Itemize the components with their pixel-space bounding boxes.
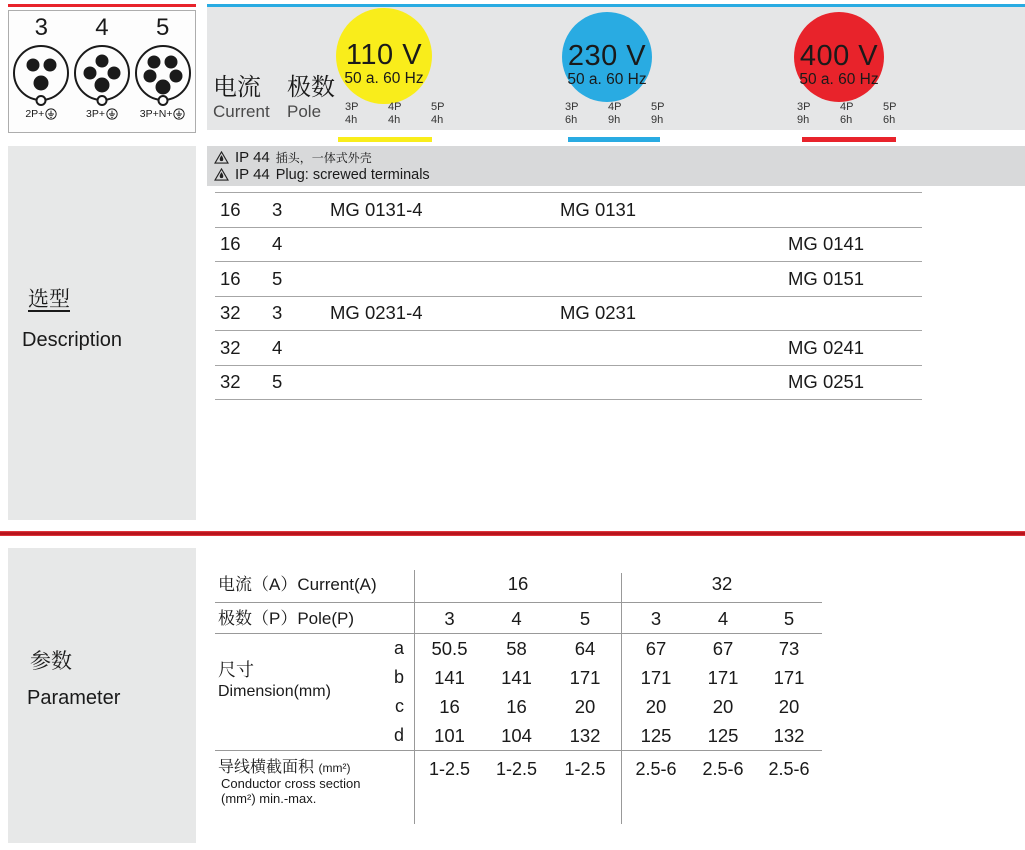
frequency-value: 50 a. 60 Hz xyxy=(799,70,879,88)
pole-hour-cell: 5P 6h xyxy=(883,101,897,126)
connector-panel xyxy=(8,10,196,133)
ip-rating-value: IP 44 xyxy=(235,166,270,183)
dim-value: 171 xyxy=(707,667,739,688)
pole-hour-cell: 3P 9h xyxy=(797,101,811,126)
current-group-32: 32 xyxy=(711,573,733,594)
pin-dot xyxy=(95,54,108,67)
cell-model-230v: MG 0131 xyxy=(560,198,637,220)
current-header xyxy=(213,74,270,122)
current-header-zh: 电流 xyxy=(213,74,261,101)
current-header-en: Current xyxy=(213,102,270,121)
cell-pole: 5 xyxy=(272,371,283,393)
earth-symbol-icon xyxy=(45,108,57,120)
red-accent-line xyxy=(8,4,196,7)
conductor-value: 2.5-6 xyxy=(635,759,677,779)
pole-header-zh: 极数 xyxy=(287,74,335,101)
connector-pin-count: 4 xyxy=(95,14,109,41)
conductor-value: 1-2.5 xyxy=(549,751,622,824)
description-section-box xyxy=(8,146,196,520)
dim-key-a: a xyxy=(373,634,415,663)
keyway-notch xyxy=(36,95,47,106)
earth-pin-dot xyxy=(155,79,170,94)
pole-value: 3 xyxy=(444,608,455,629)
dim-value: 171 xyxy=(549,663,622,692)
pole-value: 5 xyxy=(549,603,622,634)
conductor-label-en2: (mm²) min.-max. xyxy=(221,790,317,806)
conductor-value: 1-2.5 xyxy=(428,759,471,779)
section-title-en: Description xyxy=(22,329,123,351)
table-row xyxy=(215,331,922,366)
cell-current: 32 xyxy=(220,336,241,358)
pole-row-label: 极数（P）Pole(P) xyxy=(215,603,415,634)
connector-config-label xyxy=(72,108,132,120)
earth-pin-dot xyxy=(34,75,49,90)
pin-dot xyxy=(27,58,40,71)
pole-hour-cell: 5P 4h xyxy=(431,101,445,126)
dim-value: 20 xyxy=(778,696,800,717)
section-title-en: Parameter xyxy=(27,687,121,709)
dim-value: 132 xyxy=(773,725,805,746)
pole-hour-cell: 3P 4h xyxy=(345,101,359,126)
current-row-label: 电流（A）Current(A) xyxy=(215,570,415,602)
voltage-circle-400v xyxy=(794,12,884,102)
cell-model-400v: MG 0251 xyxy=(788,371,865,393)
pin-dot xyxy=(143,70,156,83)
parameter-table xyxy=(215,558,822,824)
cell-pole: 3 xyxy=(272,302,283,324)
dim-value: 125 xyxy=(640,725,672,746)
cell-model-110v: MG 0131-4 xyxy=(330,198,423,220)
conductor-value: 1-2.5 xyxy=(495,759,538,779)
voltage-circle-230v xyxy=(562,12,652,102)
config-text: 2P+ xyxy=(25,108,45,120)
cell-model-400v: MG 0151 xyxy=(788,267,865,289)
pin-dot xyxy=(44,58,57,71)
dim-value: 101 xyxy=(434,725,465,746)
cell-current: 32 xyxy=(220,371,241,393)
dim-value: 58 xyxy=(506,638,527,659)
conductor-value: 2.5-6 xyxy=(768,759,810,779)
pole-hour-cell: 5P 9h xyxy=(651,101,665,126)
cell-model-400v: MG 0241 xyxy=(788,336,865,358)
keyway-notch xyxy=(96,95,107,106)
accent-bar-230v xyxy=(568,137,660,142)
dim-value: 67 xyxy=(712,638,734,659)
dim-value: 171 xyxy=(773,667,805,688)
pole-hour-cell: 4P 9h xyxy=(608,101,622,126)
table-row xyxy=(215,366,922,401)
ip-note-row xyxy=(214,149,1025,166)
voltage-value: 400 V xyxy=(799,39,879,72)
dimension-label-en: Dimension(mm) xyxy=(218,683,331,700)
cell-current: 16 xyxy=(220,198,241,220)
parameter-section-box xyxy=(8,548,196,843)
cell-current: 16 xyxy=(220,267,241,289)
dim-value: 141 xyxy=(501,667,532,688)
pole-hour-cell: 3P 6h xyxy=(565,101,579,126)
connector-pin-count: 5 xyxy=(155,14,170,41)
connector-face-4pin-icon xyxy=(74,45,130,101)
connector-face-5pin-icon xyxy=(135,45,191,101)
conductor-value: 2.5-6 xyxy=(702,759,744,779)
connector-pin-count: 3 xyxy=(34,14,48,41)
cell-pole: 3 xyxy=(272,198,283,220)
earth-pin-dot xyxy=(94,78,109,93)
frequency-value: 50 a. 60 Hz xyxy=(567,70,647,88)
pole-header xyxy=(287,74,335,122)
earth-symbol-icon xyxy=(106,108,118,120)
connector-3pin xyxy=(11,13,71,132)
cell-model-110v: MG 0231-4 xyxy=(330,302,423,324)
config-text: 3P+N+ xyxy=(139,108,173,120)
conductor-row xyxy=(215,751,822,824)
dim-key-d: d xyxy=(373,721,415,750)
voltage-value: 110 V xyxy=(345,38,423,71)
red-separator-line xyxy=(0,531,1025,536)
pin-dot xyxy=(164,55,177,68)
dim-key-c: c xyxy=(373,692,415,721)
cell-model-400v: MG 0141 xyxy=(788,233,865,255)
dimension-label xyxy=(215,621,373,737)
ip-note-text: Plug: screwed terminals xyxy=(275,166,430,183)
cell-model-230v: MG 0231 xyxy=(560,302,637,324)
current-row xyxy=(215,558,822,603)
pole-header-en: Pole xyxy=(287,102,322,121)
dim-value: 141 xyxy=(434,667,465,688)
conductor-label xyxy=(215,751,415,824)
pole-hour-grid-110v xyxy=(345,101,461,126)
dim-value: 132 xyxy=(549,721,622,750)
dim-value: 20 xyxy=(645,696,667,717)
cell-pole: 4 xyxy=(272,336,283,358)
splash-proof-icon xyxy=(214,151,229,164)
keyway-notch xyxy=(157,95,168,106)
connector-4pin xyxy=(72,13,132,132)
pole-hour-grid-400v xyxy=(797,101,913,126)
ip-note-text: 插头，一体式外壳 xyxy=(275,151,372,165)
table-row xyxy=(215,262,922,297)
pole-value: 3 xyxy=(650,608,662,629)
dim-value: 64 xyxy=(549,634,622,663)
dim-value: 125 xyxy=(707,725,739,746)
pole-hour-cell: 4P 4h xyxy=(388,101,402,126)
dim-key-b: b xyxy=(373,663,415,692)
cell-pole: 5 xyxy=(272,267,283,289)
earth-symbol-icon xyxy=(173,108,185,120)
dim-value: 50.5 xyxy=(431,638,468,659)
table-row xyxy=(215,193,922,228)
accent-bar-400v xyxy=(802,137,896,142)
pole-hour-cell: 4P 6h xyxy=(840,101,854,126)
voltage-header-band xyxy=(207,7,1025,130)
voltage-circle-110v xyxy=(336,8,432,104)
connector-face-3pin-icon xyxy=(13,45,69,101)
cell-current: 16 xyxy=(220,233,241,255)
ip-rating-value: IP 44 xyxy=(235,149,270,166)
conductor-label-zh: 导线横截面积 (mm²) xyxy=(218,759,351,776)
frequency-value: 50 a. 60 Hz xyxy=(344,69,424,87)
pin-dot xyxy=(169,70,182,83)
dim-value: 20 xyxy=(712,696,734,717)
pin-dot xyxy=(108,67,121,80)
connector-5pin xyxy=(133,13,193,132)
dimension-label-zh: 尺寸 xyxy=(218,660,254,680)
table-row xyxy=(215,228,922,263)
dim-value: 104 xyxy=(501,725,532,746)
config-text: 3P+ xyxy=(85,108,105,120)
table-row xyxy=(215,297,922,332)
current-group-16: 16 xyxy=(415,573,622,602)
dim-value: 16 xyxy=(506,696,527,717)
accent-bar-110v xyxy=(338,137,432,142)
dim-value: 16 xyxy=(439,696,460,717)
ip-note-row xyxy=(214,166,1025,183)
pin-dot xyxy=(83,67,96,80)
pole-hour-grid-230v xyxy=(565,101,681,126)
splash-proof-icon xyxy=(214,168,229,181)
voltage-value: 230 V xyxy=(567,39,647,72)
cell-current: 32 xyxy=(220,302,241,324)
dim-value: 73 xyxy=(778,638,800,659)
pin-dot xyxy=(148,55,161,68)
dim-value: 171 xyxy=(640,667,672,688)
dim-value: 20 xyxy=(549,692,622,721)
dimension-block xyxy=(215,634,822,751)
pole-value: 4 xyxy=(717,608,729,629)
cell-pole: 4 xyxy=(272,233,283,255)
dim-value: 67 xyxy=(645,638,667,659)
pole-value: 4 xyxy=(511,608,522,629)
conductor-label-en1: Conductor cross section xyxy=(221,776,361,791)
ip-rating-band xyxy=(207,146,1025,186)
model-selection-table xyxy=(215,192,922,400)
section-title-zh: 选型 xyxy=(28,288,70,311)
pole-value: 5 xyxy=(783,608,795,629)
section-title-zh: 参数 xyxy=(30,650,72,673)
connector-config-label xyxy=(133,108,193,120)
connector-config-label xyxy=(11,108,71,120)
